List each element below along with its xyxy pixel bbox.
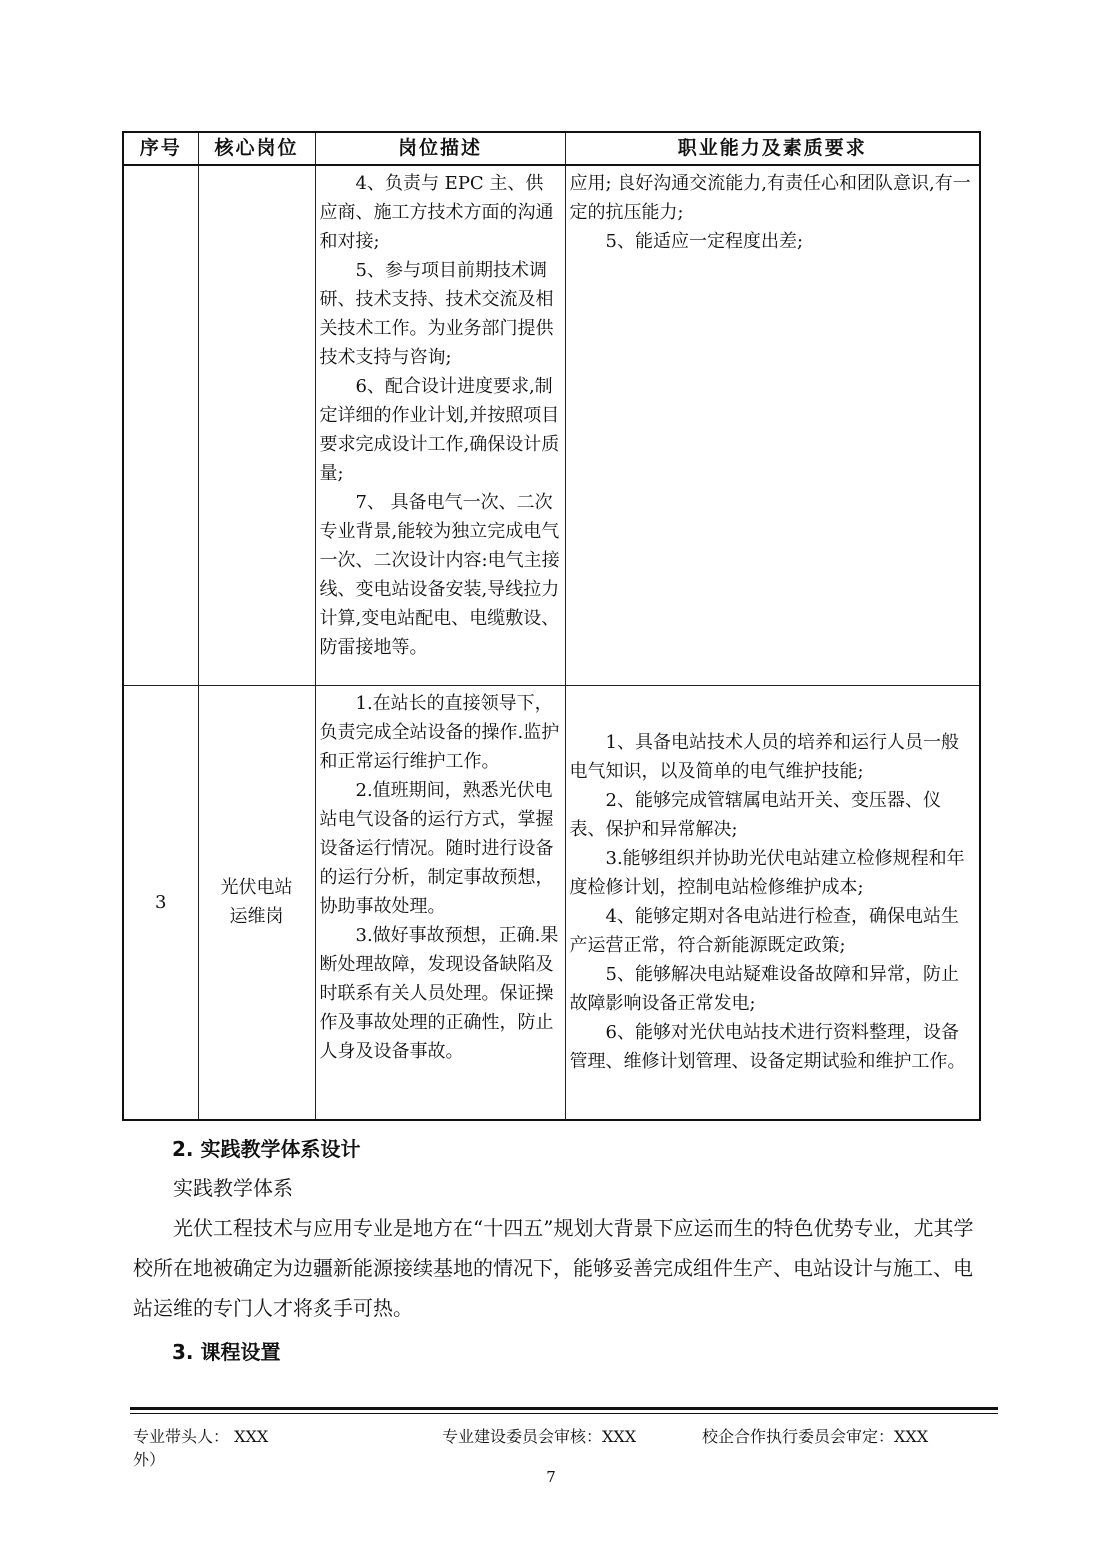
description-item: 5、参与项目前期技术调研、技术支持、技术交流及相关技术工作。为业务部门提供技术支持与咨询;	[319, 260, 554, 368]
cell-requirements	[565, 165, 980, 685]
section-2-subheading: 实践教学体系	[173, 1176, 293, 1200]
requirement-item: 1、具备电站技术人员的培养和运行人员一般电气知识，以及简单的电气维护技能;	[569, 732, 959, 783]
footer-rule-thick	[130, 1407, 998, 1410]
page-number: 7	[546, 1468, 556, 1486]
description-item: 7、 具备电气一次、二次专业背景,能较为独立完成电气一次、二次设计内容:电气主接线、变电站设备安装,导线拉力计算,变电站配电、电缆敷设、防雷接地等。	[319, 492, 560, 658]
header-description: 岗位描述	[315, 132, 565, 165]
footer-lead-text: 专业带头人： XXX	[133, 1427, 269, 1446]
section-3-heading: 3. 课程设置	[172, 1340, 281, 1364]
table-row	[123, 685, 980, 1120]
cell-requirements	[565, 685, 980, 1120]
table-row	[123, 165, 980, 685]
table-header-row	[123, 132, 980, 165]
footer-committee: 专业建设委员会审核：XXX	[442, 1427, 637, 1446]
requirement-item: 3.能够组织并协助光伏电站建立检修规程和年度检修计划，控制电站检修维护成本;	[569, 848, 965, 899]
header-post: 核心岗位	[198, 132, 315, 165]
cell-post	[198, 165, 315, 685]
footer-enterprise: 校企合作执行委员会审定：XXX	[702, 1427, 929, 1446]
cell-description	[315, 685, 565, 1120]
job-table	[122, 131, 981, 1121]
cell-description	[315, 165, 565, 685]
requirement-item: 6、能够对光伏电站技术进行资料整理，设备管理、维修计划管理、设备定期试验和维护工作。	[569, 1022, 966, 1073]
section-2-heading: 2. 实践教学体系设计	[172, 1137, 361, 1161]
header-seq: 序号	[123, 132, 198, 165]
requirement-item: 2、能够完成管辖属电站开关、变压器、仪表、保护和异常解决;	[569, 790, 941, 841]
requirement-item: 5、能够解决电站疑难设备故障和异常，防止故障影响设备正常发电;	[569, 964, 959, 1015]
section-2-paragraph: 光伏工程技术与应用专业是地方在“十四五”规划大背景下应运而生的特色优势专业，尤其学校所在地被确定为边疆新能源接续基地的情况下，能够妥善完成组件生产、电站设计与施工、电站运维的专门人才将炙手可热。	[133, 1216, 974, 1320]
cell-seq: 3	[123, 685, 198, 1120]
footer-lead	[133, 1424, 268, 1470]
description-item: 1.在站长的直接领导下，负责完成全站设备的操作.监护和正常运行维护工作。	[319, 692, 560, 772]
description-item: 4、负责与 EPC 主、供应商、施工方技术方面的沟通和对接;	[319, 173, 554, 252]
description-item: 6、配合设计进度要求,制定详细的作业计划,并按照项目要求完成设计工作,确保设计质量;	[319, 376, 560, 484]
description-item: 3.做好事故预想，正确.果断处理故障，发现设备缺陷及时联系有关人员处理。保证操作及事故处理的正确性，防止人身及设备事故。	[319, 924, 559, 1062]
requirement-item: 应用; 良好沟通交流能力,有责任心和团队意识,有一定的抗压能力;	[569, 173, 971, 223]
description-item: 2.值班期间，熟悉光伏电站电气设备的运行方式，掌握设备运行情况。随时进行设备的运行分析，制定事故预想，协助事故处理。	[319, 779, 554, 917]
cell-post	[198, 685, 315, 1120]
requirement-item: 5、能适应一定程度出差;	[605, 231, 804, 252]
header-requirements: 职业能力及素质要求	[565, 132, 980, 165]
post-name-line: 运维岗	[229, 906, 284, 928]
footer-lead-cont: 外）	[133, 1450, 166, 1469]
footer-rule-thin	[130, 1413, 998, 1414]
post-name-line: 光伏电站	[220, 877, 293, 899]
cell-seq	[123, 165, 198, 685]
requirement-item: 4、能够定期对各电站进行检查，确保电站生产运营正常，符合新能源既定政策;	[569, 906, 959, 957]
